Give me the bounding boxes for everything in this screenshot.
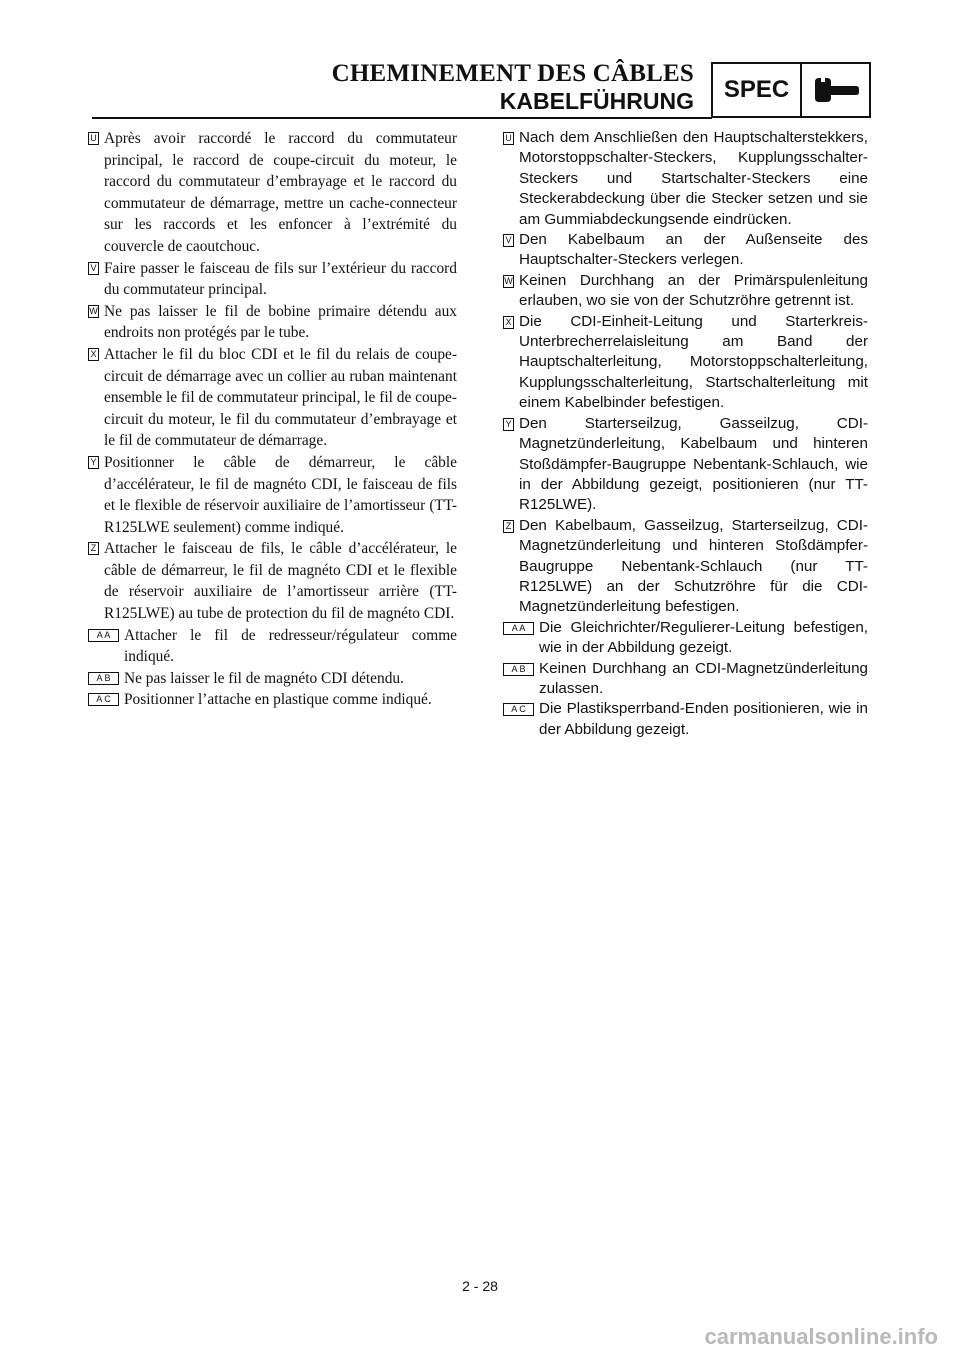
list-item: [503, 699, 868, 740]
item-text: Keinen Durchhang an CDI-Magnetzünderleitung zulassen.: [539, 659, 868, 697]
list-item: [88, 344, 457, 452]
item-text: Positionner le câble de démarreur, le câble d’accélérateur, le fil de magnéto CDI, le faisceau de fils et le flexible de réservoir auxiliaire de l’amortisseur (TT-R125LWE seulement) comme indiqué.: [104, 453, 457, 536]
item-marker: A C: [88, 693, 119, 706]
item-text: Attacher le fil de redresseur/régulateur comme indiqué.: [124, 626, 457, 666]
list-item: [88, 689, 457, 711]
item-marker: X: [503, 316, 514, 329]
list-item: [503, 128, 868, 230]
list-item: [88, 538, 457, 624]
item-marker: V: [503, 234, 514, 247]
item-text: Die Gleichrichter/Regulierer-Leitung befestigen, wie in der Abbildung gezeigt.: [539, 618, 868, 657]
list-item: [503, 414, 868, 516]
column-french: [88, 128, 457, 711]
item-marker: A B: [88, 672, 119, 685]
item-marker: Z: [88, 542, 99, 555]
item-marker: W: [89, 305, 98, 316]
item-text: Nach dem Anschließen den Hauptschalterstekkers, Motorstoppschalter-Steckers, Kupplungsschalter-Steckers und Startschalter-Steckers eine Steckerabdeckung über die Stecker setzen und sie am Gummiabdeckungsende eindrücken.: [519, 129, 868, 228]
item-marker: X: [88, 348, 99, 361]
title-fr: CHEMINEMENT DES CÂBLES: [331, 60, 694, 87]
column-german: [503, 128, 868, 740]
item-text: Den Starterseilzug, Gasseilzug, CDI-Magnetzünderleitung, Kabelbaum und hinteren Stoßdämpfer-Baugruppe Nebentank-Schlauch, wie in der Abbildung gezeigt, positionieren (nur TT-R125LWE).: [519, 414, 868, 514]
item-marker: Z: [503, 520, 514, 533]
item-text: Die CDI-Einheit-Leitung und Starterkreis-Unterbrecherrelaisleitung am Band der Hauptschalterleitung, Motorstoppschalterleitung, Kupplungsschalterleitung, Startschalterleitung mit einem Kabelbinder befestigen.: [519, 312, 868, 412]
item-text: Den Kabelbaum an der Außenseite des Hauptschalter-Steckers verlegen.: [519, 231, 868, 269]
list-item: [503, 618, 868, 659]
list-item: [503, 516, 868, 618]
spec-label: SPEC: [713, 64, 802, 116]
item-text: Die Plastiksperrband-Enden positionieren, wie in der Abbildung gezeigt.: [539, 700, 868, 738]
list-item: [88, 301, 457, 344]
item-text: Après avoir raccordé le raccord du commutateur principal, le raccord de coupe-circuit du moteur, le raccord du commutateur d’embrayage et le raccord du commutateur de démarrage, mettre un cache-connecteur sur les raccords et les enfoncer à l’extrémité du couvercle de caoutchouc.: [104, 130, 457, 255]
header-rule: [92, 117, 712, 119]
list-item: [88, 625, 457, 668]
item-marker: A A: [88, 629, 119, 642]
item-text: Attacher le faisceau de fils, le câble d’accélérateur, le câble de démarreur, le fil de magnéto CDI et le flexible de réservoir auxiliaire de l’amortisseur arrière (TT-R125LWE) au tube de protection du fil de magnéto CDI.: [104, 540, 457, 623]
list-item: [503, 312, 868, 414]
item-marker: A A: [503, 622, 534, 635]
list-item: [503, 230, 868, 271]
item-text: Den Kabelbaum, Gasseilzug, Starterseilzug, CDI-Magnetzünderleitung und hinteren Stoßdämpfer-Baugruppe Nebentank-Schlauch (nur TT-R125LWE) an der Schutzröhre für die CDI-Magnetzünderleitung befestigen.: [519, 516, 868, 616]
item-text: Ne pas laisser le fil de bobine primaire détendu aux endroits non protégés par le tube.: [104, 302, 457, 342]
item-marker: A B: [503, 663, 534, 676]
spec-box: [711, 62, 871, 118]
list-item: [503, 659, 868, 700]
watermark: carmanualsonline.info: [704, 1324, 938, 1349]
item-marker: U: [88, 132, 99, 145]
item-marker: U: [503, 132, 514, 145]
list-item: [88, 258, 457, 301]
wrench-icon: [802, 64, 869, 116]
list-item: [88, 452, 457, 538]
list-item: [88, 128, 457, 258]
item-text: Positionner l’attache en plastique comme indiqué.: [124, 691, 432, 709]
item-text: Attacher le fil du bloc CDI et le fil du relais de coupe-circuit de démarrage avec un collier au ruban maintenant ensemble le fil de commutateur principal, le fil de coupe-circuit du moteur, le fil du commutateur d’embrayage et le fil de commutateur de démarrage.: [104, 345, 457, 450]
item-marker: Y: [503, 418, 514, 431]
item-marker: W: [504, 275, 513, 286]
item-marker: A C: [503, 703, 534, 716]
list-item: [503, 271, 868, 312]
page-number: 2 - 28: [462, 1278, 498, 1294]
item-text: Faire passer le faisceau de fils sur l’extérieur du raccord du commutateur principal.: [104, 259, 457, 299]
title-de: KABELFÜHRUNG: [499, 88, 694, 114]
item-marker: Y: [88, 456, 99, 469]
list-item: [88, 668, 457, 690]
item-marker: V: [88, 262, 99, 275]
item-text: Keinen Durchhang an der Primärspulenleitung erlauben, wo sie von der Schutzröhre getrennt ist.: [519, 271, 868, 310]
item-text: Ne pas laisser le fil de magnéto CDI détendu.: [124, 669, 404, 687]
